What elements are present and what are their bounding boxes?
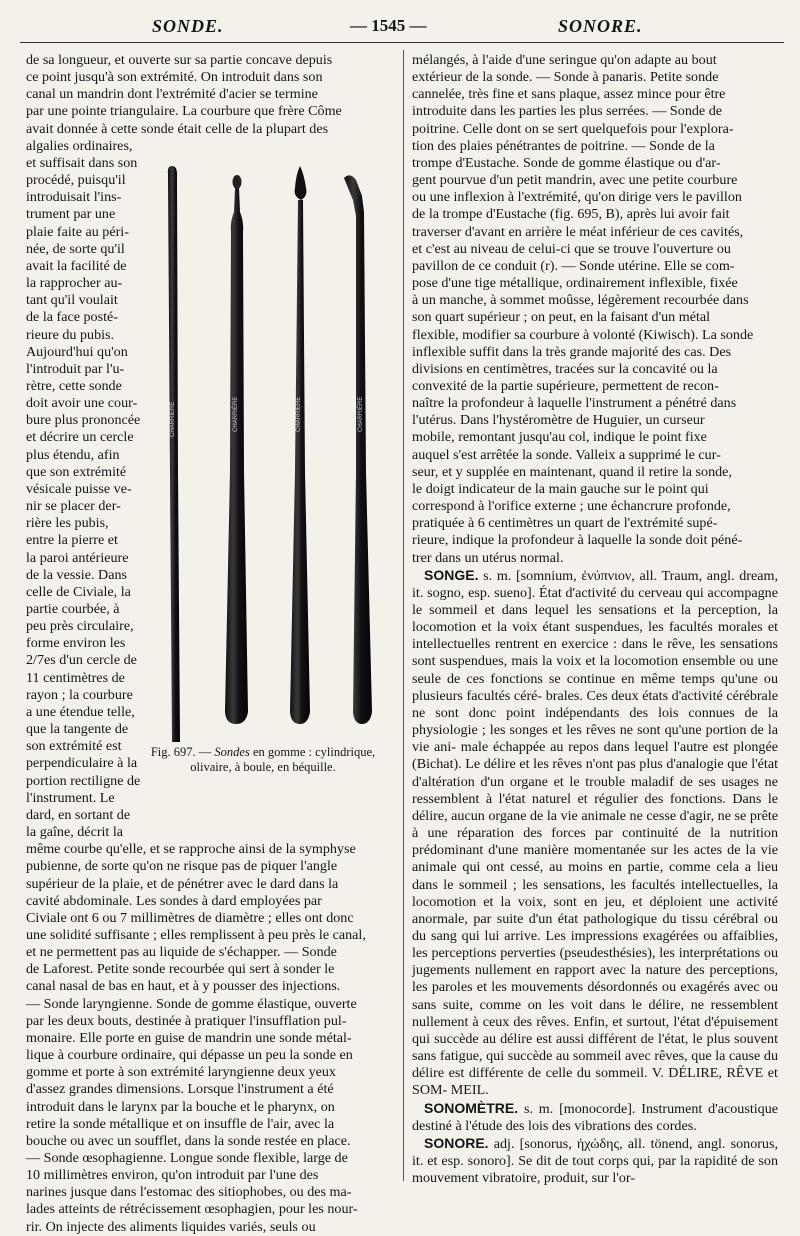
text-line: forme environ les bbox=[26, 635, 126, 652]
text-line: Civiale ont 6 ou 7 millimètres de diamètre ; elles ont donc bbox=[26, 909, 354, 926]
text-line: la paroi antérieure bbox=[26, 549, 129, 566]
text-line: pubienne, de sorte qu'on ne risque pas de piquer l'angle bbox=[26, 858, 338, 875]
text-line: canal nasal de bas en haut, et à y pousser des injections. bbox=[26, 978, 341, 995]
text-line: que la tangente de bbox=[26, 721, 129, 738]
text-line: avait la facilité de bbox=[26, 257, 127, 274]
text-line: de Laforest. Petite sonde recourbée qui sert à sonder le bbox=[26, 961, 335, 978]
text-line: lades atteints de rétrécissement œsophagien, pour les nour- bbox=[26, 1201, 358, 1218]
probe-label-2: CHARRIÈRE bbox=[233, 396, 239, 432]
text-line: cavité abdominale. Les sondes à dard employées par bbox=[26, 892, 322, 909]
text-line: la gaîne, décrit la bbox=[26, 824, 124, 841]
text-line: de la face posté- bbox=[26, 309, 118, 326]
headword-songe: SONGE. bbox=[424, 566, 479, 583]
text-line: extérieur de la sonde. — Sonde à panaris. Petite sonde bbox=[412, 69, 719, 86]
header-rule bbox=[20, 42, 784, 43]
text-line: traverser d'avant en arrière le méat inférieur de ces cavités, bbox=[412, 223, 744, 240]
text-line: mélangés, à l'aide d'une seringue qu'on adapte au bout bbox=[412, 52, 717, 68]
text-line: son extrémité est bbox=[26, 738, 122, 755]
text-line: pratiquée à 6 centimètres un quart de l'extrémité supé- bbox=[412, 515, 718, 532]
olive-probe bbox=[225, 175, 248, 724]
figure-697 bbox=[150, 112, 376, 792]
text-line: inflexible suffit dans la très grande majorité des cas. Des bbox=[412, 343, 732, 360]
text-line: ne cesse d'agir, ne se prête à une réparation des forces par bbox=[412, 807, 779, 842]
page-header bbox=[20, 10, 782, 40]
text-line: sensations, les facultés intellectuelles, la locomotion et la bbox=[412, 876, 778, 910]
text-line: canal un mandrin dont l'extrémité d'acier se termine bbox=[26, 86, 318, 103]
text-line: rir. On injecte des aliments liquides variés, seuls ou bbox=[26, 1218, 316, 1235]
text-line: peu près circulaire, bbox=[26, 618, 134, 635]
text-line: d'assez grandes dimensions. Lorsque l'instrument a été bbox=[26, 1081, 334, 1098]
text-line: seur, et y supplée en maintenant, quand il retire la sonde, bbox=[412, 463, 732, 480]
text-line: et suffisait dans son bbox=[26, 154, 138, 171]
text-line: continue en même temps qu'une ou plusieurs facultés céré- bbox=[412, 670, 778, 704]
text-line: ses usages ne ressemblent à l'état naturel et régulier des bbox=[412, 773, 778, 807]
entry-songe bbox=[412, 567, 778, 1100]
text-line: 2/7es d'un cercle de bbox=[26, 652, 137, 669]
text-line: rètre, cette sonde bbox=[26, 377, 122, 394]
text-line: naître la profondeur à laquelle l'instrument a pénétré dans bbox=[412, 395, 737, 412]
text-line: l'instrument. Le bbox=[26, 789, 115, 806]
text-line: ou une inflexion à l'extrémité, qu'on dirige vers le pavillon bbox=[412, 189, 742, 206]
text-line: à un manche, à sommet moûsse, légèrement recourbée dans bbox=[412, 292, 749, 309]
text-line: algalies ordinaires, bbox=[26, 137, 133, 154]
text-line: et c'est au niveau de celui-ci que se trouve l'ouverture ou bbox=[412, 240, 731, 257]
text-line: dard, en sortant de bbox=[26, 806, 131, 823]
entry-sonore bbox=[412, 1135, 778, 1187]
page-number: — 1545 — bbox=[350, 16, 427, 35]
headword-sonometre: SONOMÈTRE. bbox=[424, 1099, 519, 1116]
text-line: tion des plaies pénétrantes de poitrine. — Sonde de la bbox=[412, 137, 715, 154]
text-line: la rapprocher au- bbox=[26, 275, 123, 292]
text-line: qui accompagne le sommeil et dans lequel les sensations bbox=[412, 584, 778, 618]
text-line: introduite dans les parties les plus serrées. — Sonde de bbox=[412, 103, 722, 120]
sonore-text: adj. [sonorus, ἠχώδης, all. tönend, angl. sonorus, it. et esp. sonoro]. Se dit de tout corps qui, par la rapidité de son mouvement vibratoire, produit, sur l'or- bbox=[412, 1135, 778, 1187]
text-line: délire, ne ressemblent nullement à ceux des rêves. Enfin, bbox=[412, 996, 778, 1030]
headword-sonore: SONORE. bbox=[424, 1134, 489, 1151]
text-line: celle de Civiale, la bbox=[26, 583, 131, 600]
text-line: différente de celle du sommeil. V. DÉLIRE, RÊVE et SOM- bbox=[412, 1065, 778, 1099]
text-line: perpendiculaire à la bbox=[26, 755, 138, 772]
text-line: rieure du pubis. bbox=[26, 326, 115, 343]
text-line: pose d'une tige métallique, ordinairement inflexible, fixée bbox=[412, 275, 738, 292]
text-line: trument par une bbox=[26, 206, 116, 223]
text-line: continuité de la nutrition prédominant d'une manière bbox=[412, 825, 778, 859]
text-line: fonctions. Dans le délire, aucun organe de la vie animale bbox=[412, 790, 778, 824]
text-line: pavillon de ce conduit (r). — Sonde utérine. Elle se com- bbox=[412, 257, 735, 274]
text-line: qui lui arrive. Les impressions exagérées ou affaiblies, les bbox=[412, 927, 778, 962]
text-line: a une étendue telle, bbox=[26, 703, 135, 720]
text-line: rière les pubis, bbox=[26, 515, 109, 532]
text-line: voix, sont en jeu, et déploient une activité anormale, par bbox=[412, 893, 778, 927]
caption-italic: Sondes bbox=[214, 745, 250, 759]
text-line: les facultés morales et intellectuelles rentrent en exercice : bbox=[412, 619, 778, 653]
text-line: male échappée au repos dans lequel l'autre est plongée bbox=[460, 739, 778, 756]
text-line: avait donnée à cette sonde était celle de la plupart des bbox=[26, 120, 329, 137]
probe-label-1: CHARRIÈRE bbox=[170, 401, 176, 437]
text-line: lique à courbure ordinaire, qui dépasse un peu la sonde en bbox=[26, 1047, 353, 1064]
probe-label-4: CHARRIÈRE bbox=[358, 396, 364, 432]
text-line: plaie faite au péri- bbox=[26, 223, 129, 240]
text-line: s. m. [somnium, ἐνύπνιον, all. Traum, angl. bbox=[478, 567, 740, 584]
text-line: et surtout, l'état d'épuisement qui succède au délire est bbox=[412, 1013, 778, 1047]
text-line: et décrire un cercle bbox=[26, 429, 134, 446]
text-line: supérieur de la plaie, et de pénétrer avec le dard dans la bbox=[26, 875, 339, 892]
probes-illustration bbox=[150, 112, 376, 742]
right-continuation bbox=[412, 52, 778, 567]
text-line: Aujourd'hui qu'on bbox=[26, 343, 128, 360]
text-line: momentanée sur les actes de la vie animale qui ont cessé, bbox=[412, 842, 779, 876]
text-line: perceptions, les paroles et les mouvements désordonnés ou bbox=[412, 962, 778, 996]
text-line: et la perception, la locomotion et la voix étant suspendues, bbox=[412, 602, 778, 636]
text-line: de sa longueur, et ouverte sur sa partie concave depuis bbox=[26, 52, 333, 68]
bent-probe bbox=[344, 175, 372, 724]
text-line: rayon ; la courbure bbox=[26, 686, 133, 703]
text-line: — Sonde laryngienne. Sonde de gomme élastique, ouverte bbox=[26, 995, 357, 1012]
text-line: son quart supérieur ; on peut, en la faisant d'un métal bbox=[412, 309, 711, 326]
text-line: suite d'un état pathologique du tissu cérébral ou du sang bbox=[412, 910, 778, 944]
text-line: par une pointe triangulaire. La courbure que frère Côme bbox=[26, 103, 342, 120]
left-narrow-text bbox=[26, 138, 148, 841]
text-line: ou jugements nullement en rapport avec la nature des bbox=[412, 945, 778, 979]
text-line: MEIL. bbox=[450, 1082, 489, 1099]
column-divider bbox=[403, 50, 404, 1181]
text-line: introduisait l'ins- bbox=[26, 189, 122, 206]
text-line: mobile, remontant jusqu'au col, indique le point fixe bbox=[412, 429, 707, 446]
text-line: songes et les rêves ne sont qu'une portion de la vie ani- bbox=[412, 722, 778, 756]
entry-sonometre bbox=[412, 1100, 778, 1135]
text-line: auquel s'est arrêtée la sonde. Valleix a supprimé le cur- bbox=[412, 446, 721, 463]
text-line: de la vessie. Dans bbox=[26, 566, 127, 583]
probe-label-3: CHARRIÈRE bbox=[296, 396, 302, 432]
text-line: que l'état d'altération d'un organe et le trouble maladif de bbox=[412, 756, 778, 790]
text-line: l'introduit par l'u- bbox=[26, 360, 125, 377]
text-line: portion rectiligne de bbox=[26, 772, 141, 789]
caption-text: en gomme : cylindrique, olivaire, à boule, en béquille. bbox=[190, 745, 376, 774]
running-head-right: SONORE. bbox=[558, 16, 643, 36]
text-line: divisions en centimètres, tracées sur la concavité ou la bbox=[412, 360, 718, 377]
text-line: poitrine. Celle dont on se sert quelquefois pour l'explora- bbox=[412, 120, 734, 137]
text-line: tant qu'il voulait bbox=[26, 292, 118, 309]
text-line: bure plus prononcée bbox=[26, 412, 141, 429]
sonometre-text: s. m. [monocorde]. Instrument d'acoustique destiné à l'étude des lois des vibrations des cordes. bbox=[412, 1100, 778, 1134]
text-line: gent pourvue d'un petit mandrin, avec une petite courbure bbox=[412, 172, 738, 189]
text-line: — Sonde œsophagienne. Longue sonde flexible, large de bbox=[26, 1150, 348, 1166]
running-head-left: SONDE. bbox=[152, 16, 224, 36]
text-line: bouche ou avec un soufflet, dans la sonde restée en place. bbox=[26, 1132, 351, 1149]
caption-fig-number: Fig. 697. — bbox=[150, 745, 212, 759]
text-line: même courbe qu'elle, et se rapproche ainsi de la symphyse bbox=[26, 841, 356, 858]
text-line: au moins en partie, comme cela a lieu dans le sommeil ; les bbox=[412, 859, 778, 893]
text-line: point indépendants des lois connues de la physiologie ; les bbox=[412, 704, 778, 739]
text-line: doit avoir une cour- bbox=[26, 395, 138, 412]
text-line: rieure, indique la profondeur à laquelle la sonde doit péné- bbox=[412, 532, 743, 549]
text-line: succède au sommeil avec rêves, que la cause du délire est bbox=[412, 1048, 778, 1082]
text-line: cannelée, très fine et sans plaque, assez mince pour être bbox=[412, 86, 726, 103]
text-line: par les deux bouts, destinée à pratiquer l'insufflation pul- bbox=[26, 1012, 347, 1029]
figure-caption bbox=[150, 745, 376, 775]
left-para-2 bbox=[26, 841, 398, 1236]
text-line: le doigt indicateur de la main gauche sur le point qui bbox=[412, 480, 709, 497]
text-line: trer dans un utérus normal. bbox=[412, 549, 564, 566]
text-line: monaire. Elle porte en guise de mandrin une sonde métal- bbox=[26, 1029, 352, 1046]
ball-probe bbox=[290, 166, 310, 724]
text-line: 11 centimètres de bbox=[26, 669, 125, 686]
text-line: brales. Ces deux états d'activité cérébrale ne sont donc bbox=[412, 687, 778, 721]
text-line: plus étendu, afin bbox=[26, 446, 120, 463]
text-line: aussi différent de l'état, le plus souvent sans fatigue, qui bbox=[412, 1030, 778, 1065]
text-line: 10 millimètres environ, qu'on introduit par l'une des bbox=[26, 1167, 319, 1184]
text-line: gomme et porte à son extrémité laryngienne deux yeux bbox=[26, 1064, 336, 1081]
text-line: trompe d'Eustache. Sonde de gomme élastique ou d'ar- bbox=[412, 154, 721, 171]
text-line: convexité de la partie supérieure, permettent de recon- bbox=[412, 377, 719, 394]
text-line: introduit dans le larynx par la bouche et le pharynx, on bbox=[26, 1098, 335, 1115]
text-line: que son extrémité bbox=[26, 463, 127, 480]
text-line: une solidité suffisante ; elles remplissent à peu près le canal, bbox=[26, 926, 366, 943]
text-line: et la locomotion ensemble ou une seule de ces fonctions se bbox=[412, 653, 779, 687]
text-line: dream, it. sogno, esp. sueno]. État d'activité du cerveau bbox=[412, 567, 778, 601]
text-line: narines jusque dans l'estomac des sitiophobes, ou des ma- bbox=[26, 1184, 352, 1201]
text-line: flexible, modifier sa courbure à volonté (Kiwisch). La sonde bbox=[412, 326, 754, 343]
text-line: l'utérus. Dans l'hystéromètre de Huguier, un curseur bbox=[412, 412, 705, 429]
text-line: (Bichat). Le délire et les rêves n'ont pas plus d'analogie bbox=[412, 756, 728, 773]
text-line: dans le rêve, les sensations sont suspendues, mais la voix bbox=[412, 636, 779, 670]
text-line: ce point jusqu'à son extrémité. On introduit dans son bbox=[26, 69, 323, 86]
text-line: et ne permettent pas au liquide de s'échapper. — Sonde bbox=[26, 944, 337, 961]
text-line: nir se placer der- bbox=[26, 498, 121, 515]
cylindrical-probe bbox=[168, 166, 180, 742]
text-line: de la trompe d'Eustache (fig. 695, B), après lui avoir fait bbox=[412, 206, 730, 223]
text-line: retire la sonde métallique et on insuffle de l'air, avec la bbox=[26, 1115, 335, 1132]
right-column bbox=[412, 52, 778, 1187]
text-line: procédé, puisqu'il bbox=[26, 172, 126, 189]
text-line: entre la pierre et bbox=[26, 532, 118, 549]
text-line: née, de sorte qu'il bbox=[26, 240, 125, 257]
text-line: correspond à l'orifice externe ; une échancrure profonde, bbox=[412, 498, 731, 515]
text-line: partie courbée, à bbox=[26, 601, 120, 617]
text-line: vésicale puisse ve- bbox=[26, 480, 132, 497]
text-line: exagérés avec ou sans suite, comme on les voit dans le bbox=[412, 979, 778, 1013]
text-line: perceptions perverties (pseudesthésies), les interprétations bbox=[431, 945, 764, 962]
